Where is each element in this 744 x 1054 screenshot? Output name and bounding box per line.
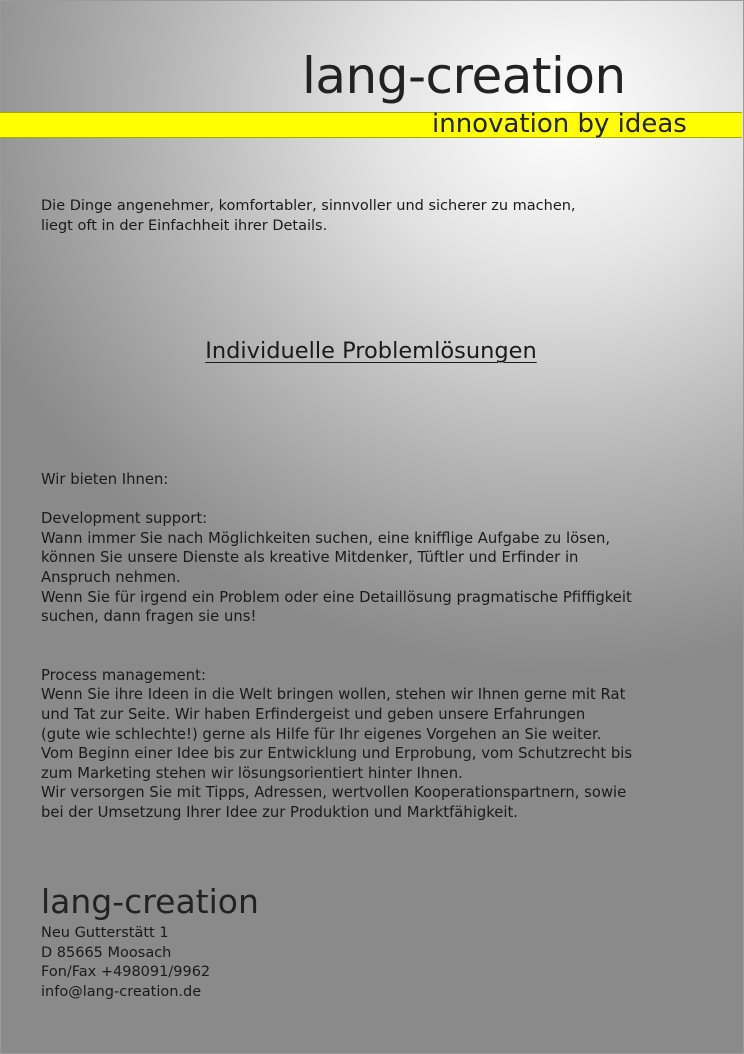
section-title: Process management: bbox=[41, 666, 206, 684]
offer-section bbox=[41, 470, 731, 823]
body-line: zum Marketing stehen wir lösungsorientiert hinter Ihnen. bbox=[41, 764, 463, 782]
body-line: Wann immer Sie nach Möglichkeiten suchen, eine knifflige Aufgabe zu lösen, bbox=[41, 529, 611, 547]
body-line: können Sie unsere Dienste als kreative Mitdenker, Tüftler und Erfinder in bbox=[41, 549, 579, 567]
intro-text bbox=[41, 196, 681, 236]
spacer bbox=[41, 627, 731, 666]
body-line: bei der Umsetzung Ihrer Idee zur Produktion und Marktfähigkeit. bbox=[41, 803, 518, 821]
body-line: Wenn Sie für irgend ein Problem oder eine Detaillösung pragmatische Pfiffigkeit bbox=[41, 588, 632, 606]
body-line: Vom Beginn einer Idee bis zur Entwicklung und Erprobung, vom Schutzrecht bis bbox=[41, 745, 633, 763]
contact-address bbox=[41, 924, 210, 1003]
spacer bbox=[41, 490, 731, 510]
body-line: Wir versorgen Sie mit Tipps, Adressen, wertvollen Kooperationspartnern, sowie bbox=[41, 784, 627, 802]
body-line: Anspruch nehmen. bbox=[41, 568, 181, 586]
body-line: (gute wie schlechte!) gerne als Hilfe für Ihr eigenes Vorgehen an Sie weiter. bbox=[41, 725, 602, 743]
contact-email[interactable]: info@lang-creation.de bbox=[41, 984, 202, 1001]
heading-text: Individuelle Problemlösungen bbox=[205, 338, 537, 364]
body-line: Wenn Sie ihre Ideen in die Welt bringen wollen, stehen wir Ihnen gerne mit Rat bbox=[41, 686, 626, 704]
footer-company-name: lang-creation bbox=[41, 882, 259, 921]
page-heading bbox=[0, 335, 742, 367]
body-line: und Tat zur Seite. Wir haben Erfindergeist und geben unsere Erfahrungen bbox=[41, 705, 586, 723]
intro-line: Die Dinge angenehmer, komfortabler, sinnvoller und sicherer zu machen, bbox=[41, 198, 576, 214]
body-line: suchen, dann fragen sie uns! bbox=[41, 608, 257, 626]
address-street: Neu Gutterstätt 1 bbox=[41, 925, 169, 941]
intro-line: liegt oft in der Einfachheit ihrer Details. bbox=[41, 218, 328, 234]
section-title: Development support: bbox=[41, 510, 208, 528]
logo-wordmark: lang-creation bbox=[302, 47, 626, 105]
slogan: innovation by ideas bbox=[432, 109, 687, 139]
contact-phone: Fon/Fax +498091/9962 bbox=[41, 964, 211, 981]
offer-lead: Wir bieten Ihnen: bbox=[41, 471, 169, 488]
address-city: D 85665 Moosach bbox=[41, 944, 172, 961]
